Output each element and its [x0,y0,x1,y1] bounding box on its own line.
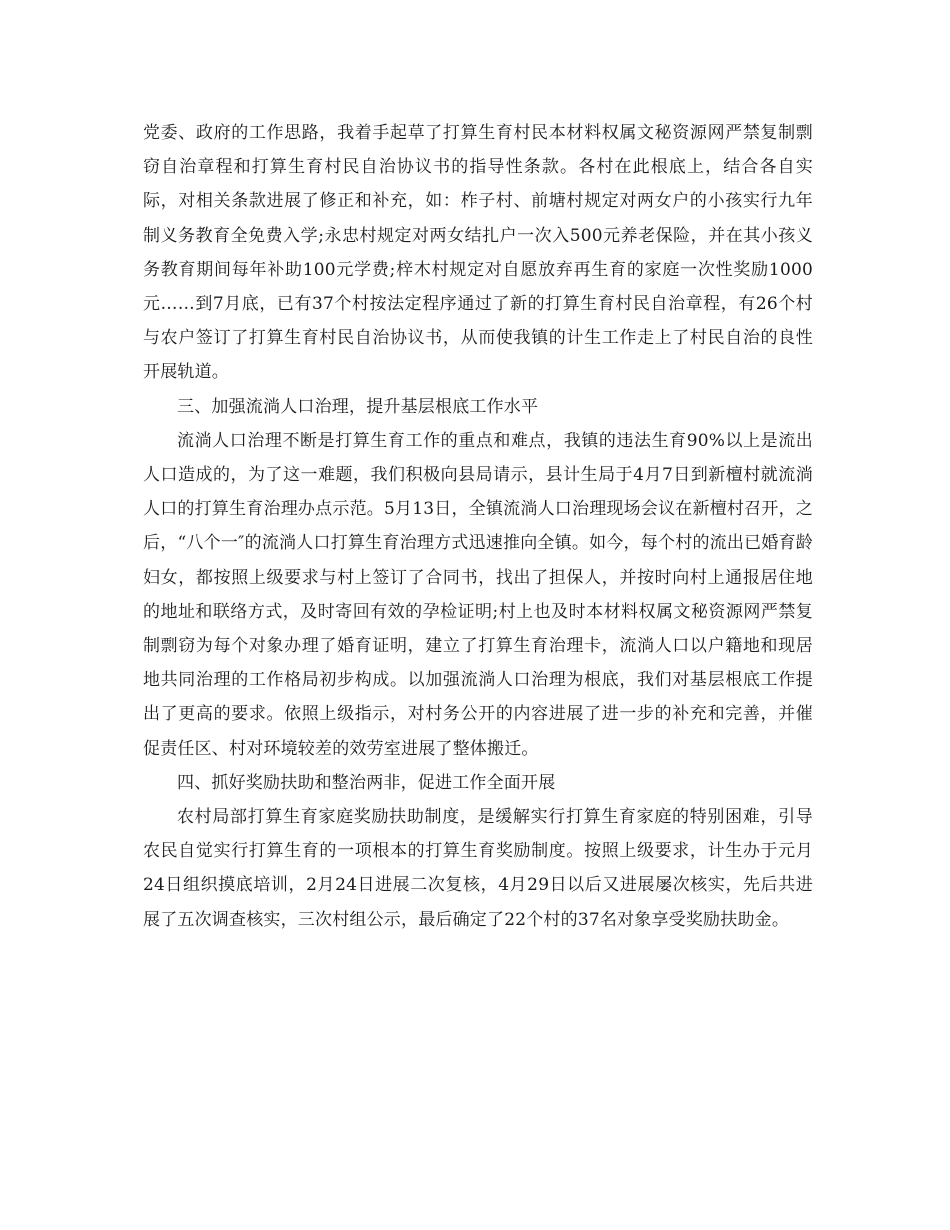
section-heading-floating-population: 三、加强流淌人口治理，提升基层根底工作水平 [177,396,539,417]
section-heading-rewards-assistance: 四、抓好奖励扶助和整治两非，促进工作全面开展 [177,772,556,793]
paragraph-rewards-assistance: 农村局部打算生育家庭奖励扶助制度，是缓解实行打算生育家庭的特别困难，引导农民自觉实行打算生育的一项根本的打算生育奖励制度。按照上级要求，计生办于元月24日组织摸底培训，2月24日进展二次复核，4月29日以后又进展屡次核实，先后共进展了五次调查核实，三次村组公示，最后确定了22个村的37名对象享受奖励扶助金。 [143,807,813,930]
document-body [143,116,813,937]
paragraph-floating-population: 流淌人口治理不断是打算生育工作的重点和难点，我镇的违法生育90%以上是流出人口造成的，为了这一难题，我们积极向县局请示，县计生局于4月7日到新檀村就流淌人口的打算生育治理办点示范。5月13日，全镇流淌人口治理现场会议在新檀村召开，之后，“八个一″的流淌人口打算生育治理方式迅速推向全镇。如今，每个村的流出已婚育龄妇女，都按照上级要求与村上签订了合同书，找出了担保人，并按时向村上通报居住地的地址和联络方式，及时寄回有效的孕检证明;村上也及时本材料权属文秘资源网严禁复制剽窃为每个对象办理了婚育证明，建立了打算生育治理卡，流淌人口以户籍地和现居地共同治理的工作格局初步构成。以加强流淌人口治理为根底，我们对基层根底工作提出了更高的要求。依照上级指示，对村务公开的内容进展了进一步的补充和完善，并催促责任区、村对环境较差的效劳室进展了整体搬迁。 [143,430,813,759]
paragraph-self-governance: 党委、政府的工作思路，我着手起草了打算生育村民本材料权属文秘资源网严禁复制剽窃自治章程和打算生育村民自治协议书的指导性条款。各村在此根底上，结合各自实际，对相关条款进展了修正和补充，如：柞子村、前塘村规定对两女户的小孩实行九年制义务教育全免费入学;永忠村规定对两女结扎户一次入500元养老保险，并在其小孩义务教育期间每年补助100元学费;梓木村规定对自愿放弃再生育的家庭一次性奖励1000元……到7月底，已有37个村按法定程序通过了新的打算生育村民自治章程，有26个村与农户签订了打算生育村民自治协议书，从而使我镇的计生工作走上了村民自治的良性开展轨道。 [143,123,813,383]
